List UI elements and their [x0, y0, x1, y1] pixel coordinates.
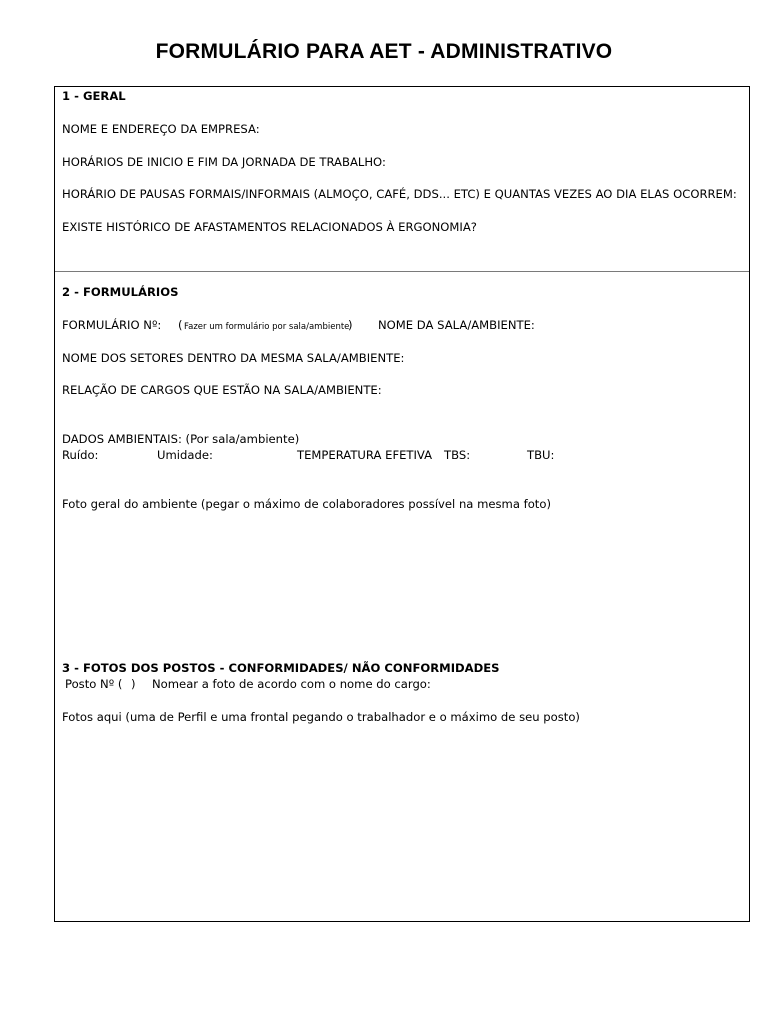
sectors-field-label: NOME DOS SETORES DENTRO DA MESMA SALA/AMBIENTE: [62, 351, 405, 365]
section2-heading: 2 - FORMULÁRIOS [62, 285, 179, 299]
tbu-label: TBU: [527, 448, 555, 462]
form-note-open-paren: ( [178, 318, 183, 332]
photos-instruction: Fotos aqui (uma de Perfil e uma frontal pegando o trabalhador e o máximo de seu posto) [62, 710, 580, 724]
env-data-label: DADOS AMBIENTAIS: (Por sala/ambiente) [62, 432, 300, 446]
form-note-close-paren: ) [348, 318, 353, 332]
hours-field-label: HORÁRIOS DE INICIO E FIM DA JORNADA DE TRABALHO: [62, 155, 386, 169]
post-number-close: ) [131, 677, 136, 691]
noise-label: Ruído: [62, 448, 99, 462]
humidity-label: Umidade: [157, 448, 213, 462]
tbs-label: TBS: [444, 448, 471, 462]
page-title: FORMULÁRIO PARA AET - ADMINISTRATIVO [155, 40, 613, 63]
section3-heading: 3 - FOTOS DOS POSTOS - CONFORMIDADES/ NÃO CONFORMIDADES [62, 661, 500, 675]
positions-field-label: RELAÇÃO DE CARGOS QUE ESTÃO NA SALA/AMBIENTE: [62, 383, 382, 397]
company-field-label: NOME E ENDEREÇO DA EMPRESA: [62, 122, 260, 136]
form-note: Fazer um formulário por sala/ambiente [184, 322, 350, 332]
form-box [54, 86, 750, 922]
breaks-field-label: HORÁRIO DE PAUSAS FORMAIS/INFORMAIS (ALMOÇO, CAFÉ, DDS... ETC) E QUANTAS VEZES AO DIA ELAS OCORREM: [62, 187, 737, 201]
temperature-label: TEMPERATURA EFETIVA [297, 448, 433, 462]
history-field-label: EXISTE HISTÓRICO DE AFASTAMENTOS RELACIONADOS À ERGONOMIA? [62, 220, 477, 234]
photo-instruction: Foto geral do ambiente (pegar o máximo de colaboradores possível na mesma foto) [62, 497, 551, 511]
naming-instruction: Nomear a foto de acordo com o nome do cargo: [152, 677, 431, 691]
form-number-label: FORMULÁRIO Nº: [62, 318, 162, 332]
post-number-label: Posto Nº ( [65, 677, 123, 691]
room-name-label: NOME DA SALA/AMBIENTE: [378, 318, 535, 332]
section1-heading: 1 - GERAL [62, 89, 126, 103]
section-divider [55, 271, 749, 272]
